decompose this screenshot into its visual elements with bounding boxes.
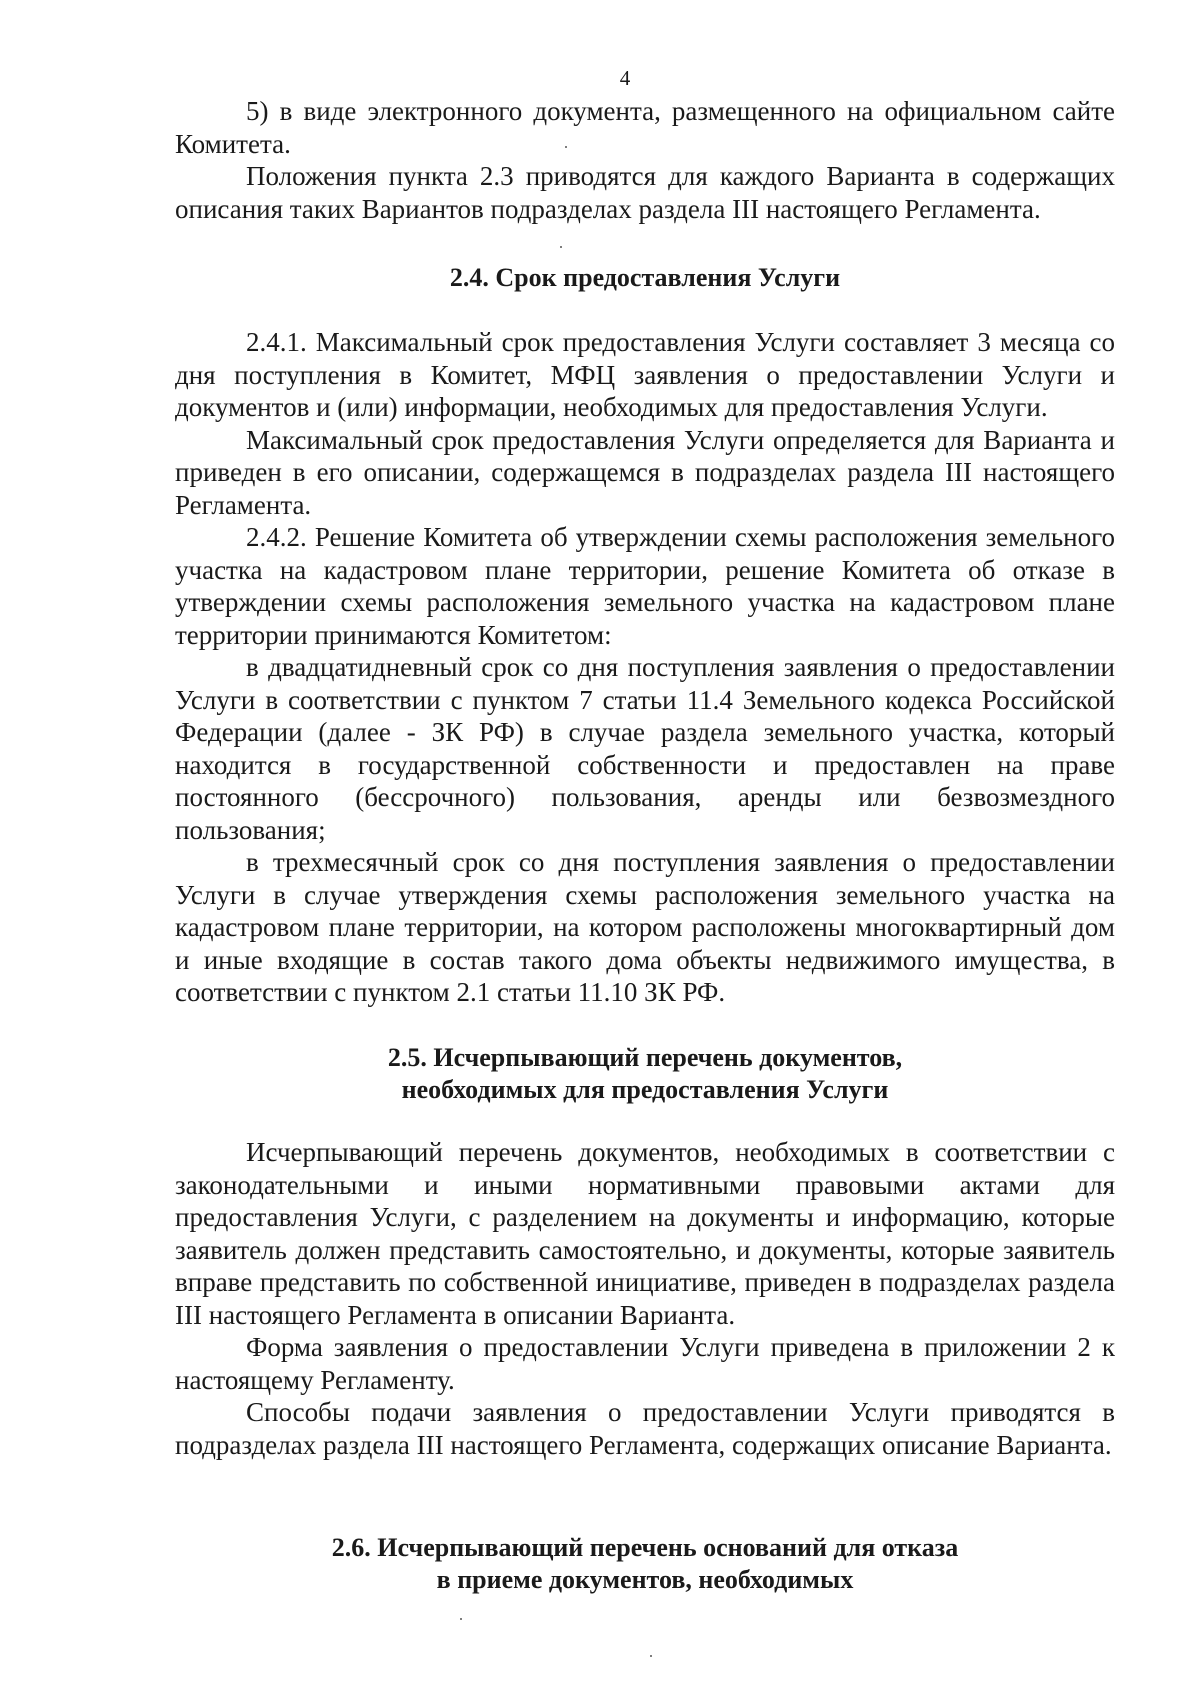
heading-line: 2.5. Исчерпывающий перечень документов, — [387, 1043, 903, 1072]
scan-speck — [460, 1618, 462, 1620]
intro-block — [175, 95, 1115, 225]
paragraph: 5) в виде электронного документа, размещенного на официальном сайте Комитета. — [175, 96, 1115, 159]
paragraph: 2.4.1. Максимальный срок предоставления Услуги составляет 3 месяца со дня поступления в Комитет, МФЦ заявления о предоставлении Услуги и документов и (или) информации, необходимых для предоставления Услуги. — [175, 327, 1115, 422]
section-heading-2-4: 2.4. Срок предоставления Услуги — [449, 263, 841, 292]
scan-speck — [560, 246, 562, 248]
scan-speck — [565, 146, 567, 148]
paragraph: Способы подачи заявления о предоставлении Услуги приводятся в подразделах раздела III настоящего Регламента, содержащих описание Варианта. — [175, 1397, 1115, 1460]
paragraph: Форма заявления о предоставлении Услуги приведена в приложении 2 к настоящему Регламенту. — [175, 1332, 1115, 1395]
section-heading-2-6 — [175, 1532, 1115, 1596]
paragraph: Положения пункта 2.3 приводятся для каждого Варианта в содержащих описания таких Вариантов подразделах раздела III настоящего Регламента. — [175, 161, 1115, 224]
paragraph: 2.4.2. Решение Комитета об утверждении схемы расположения земельного участка на кадастровом плане территории, решение Комитета об отказе в утверждении схемы расположения земельного участка на кадастровом плане территории принимаются Комитетом: — [175, 522, 1115, 650]
paragraph: в трехмесячный срок со дня поступления заявления о предоставлении Услуги в случае утверждения схемы расположения земельного участка на кадастровом плане территории, на котором расположены многоквартирный дом и иные входящие в состав такого дома объекты недвижимого имущества, в соответствии с пунктом 2.1 статьи 11.10 ЗК РФ. — [175, 847, 1115, 1007]
section-heading-2-5 — [175, 1042, 1115, 1106]
heading-line: в приеме документов, необходимых — [436, 1565, 854, 1594]
scan-speck — [650, 1655, 652, 1657]
heading-line: 2.6. Исчерпывающий перечень оснований для отказа — [331, 1533, 959, 1562]
paragraph: Исчерпывающий перечень документов, необходимых в соответствии с законодательными и иными нормативными правовыми актами для предоставления Услуги, с разделением на документы и информацию, которые заявитель должен представить самостоятельно, и документы, которые заявитель вправе представить по собственной инициативе, приведен в подразделах раздела III настоящего Регламента в описании Варианта. — [175, 1137, 1115, 1330]
paragraph: в двадцатидневный срок со дня поступления заявления о предоставлении Услуги в соответствии с пунктом 7 статьи 11.4 Земельного кодекса Российской Федерации (далее - ЗК РФ) в случае раздела земельного участка, который находится в государственной собственности и предоставлен на праве постоянного (бессрочного) пользования, аренды или безвозмездного пользования; — [175, 652, 1115, 845]
page-number: 4 — [619, 66, 631, 90]
heading-line: необходимых для предоставления Услуги — [401, 1075, 889, 1104]
paragraph: Максимальный срок предоставления Услуги определяется для Варианта и приведен в его описании, содержащемся в подразделах раздела III настоящего Регламента. — [175, 424, 1115, 520]
section-2-5-body — [175, 1136, 1115, 1461]
section-2-4-body — [175, 326, 1115, 1009]
